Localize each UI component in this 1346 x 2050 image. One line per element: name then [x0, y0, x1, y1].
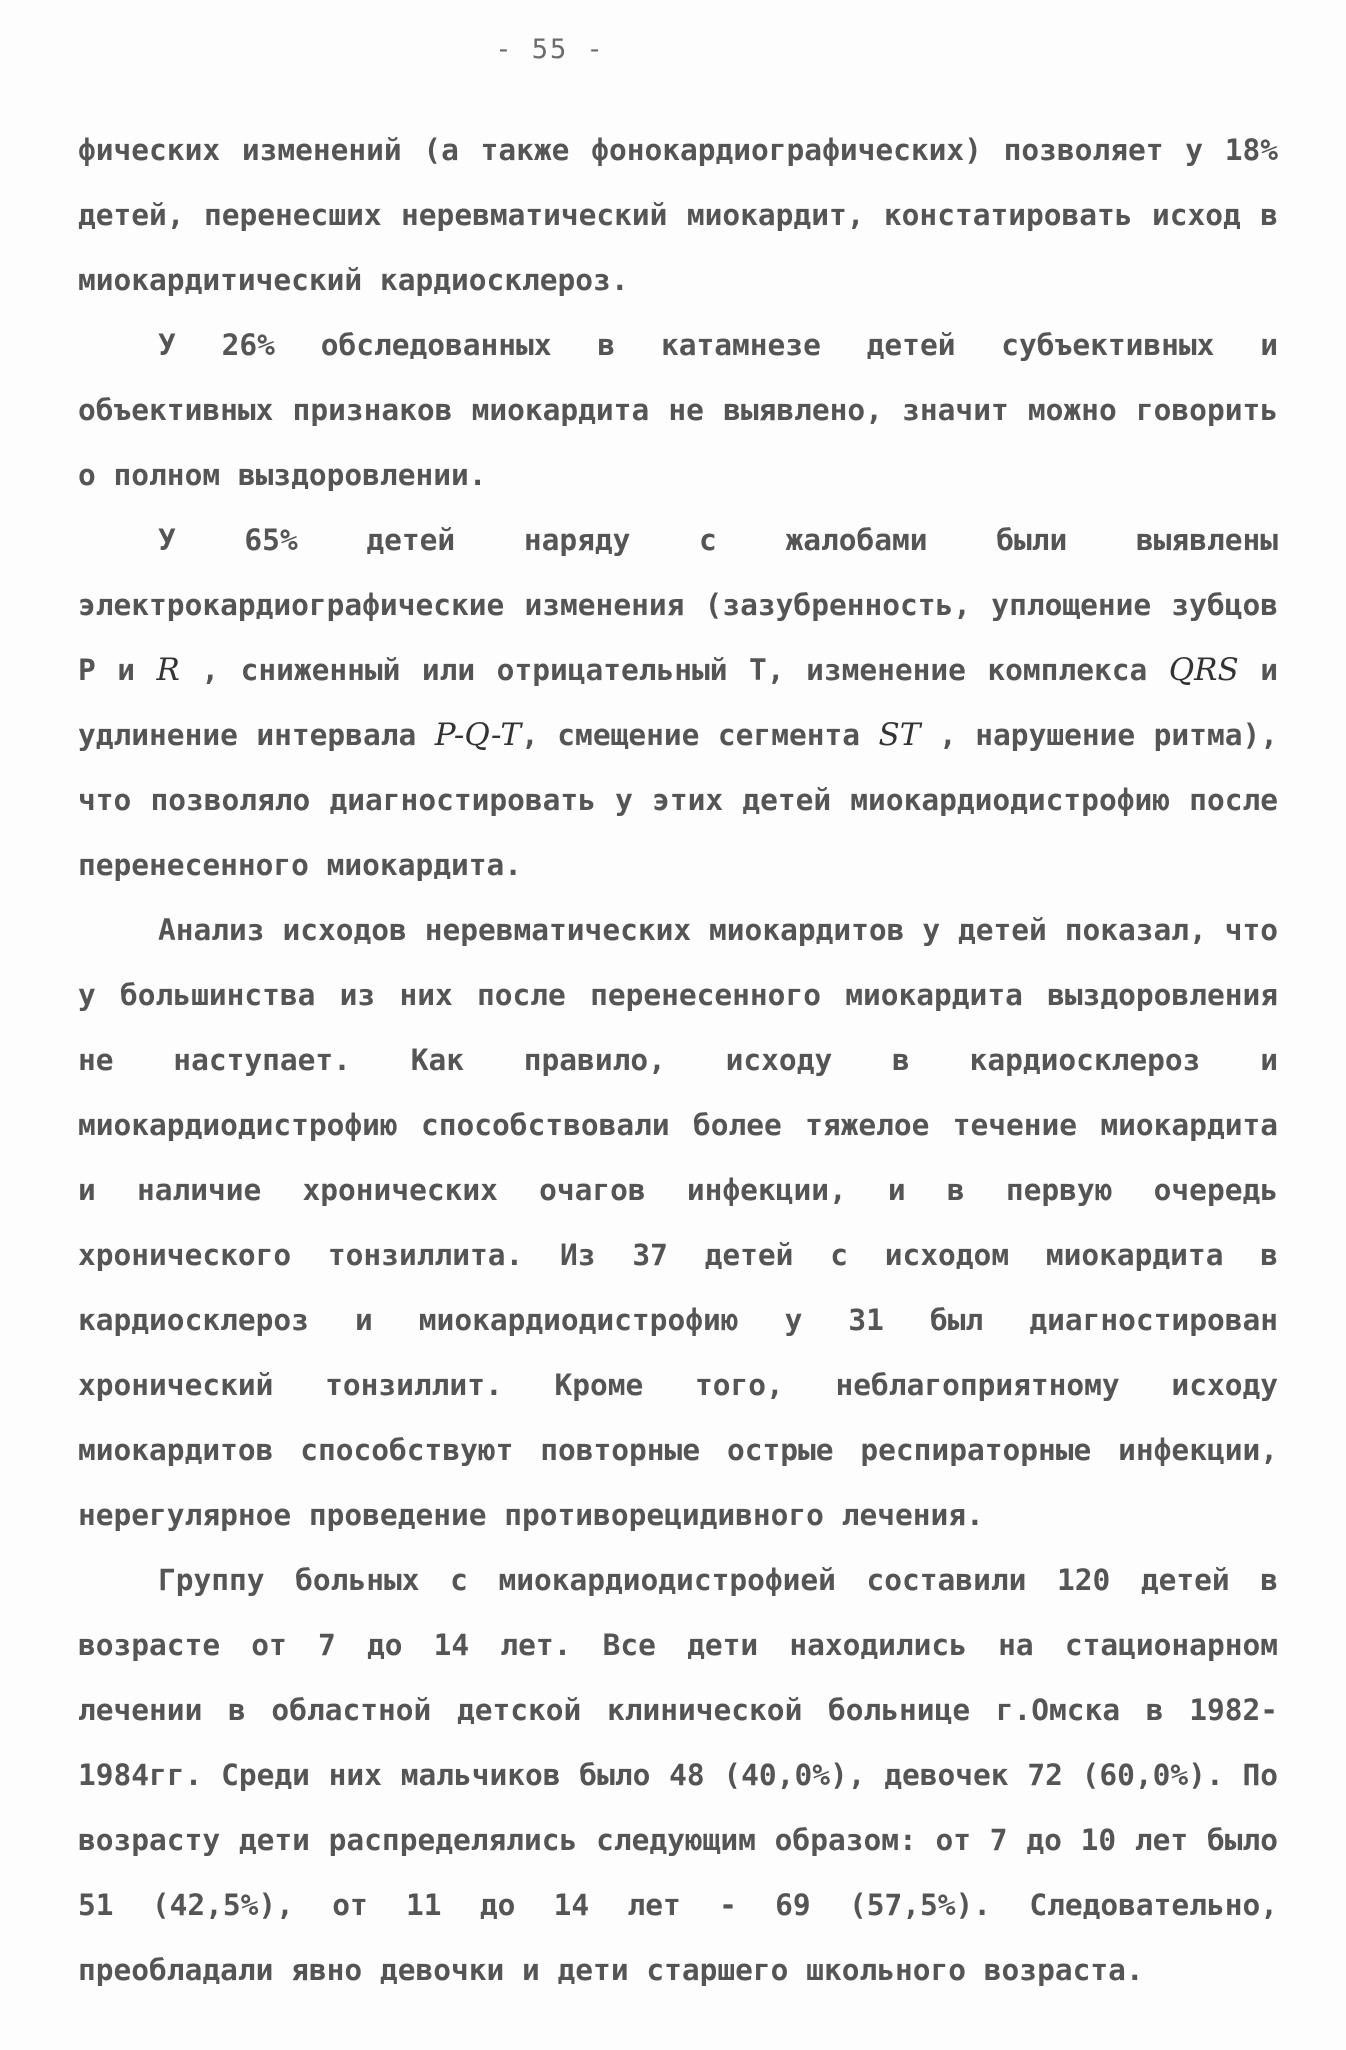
- handwritten-pqt-interval: P-Q-T: [434, 717, 521, 753]
- paragraph-3-text-5: , нарушение ритма), что позволяло диагностировать у этих детей миокардиодистрофию после перенесенного миокардита.: [78, 718, 1278, 882]
- paragraph-4: Анализ исходов неревматических миокардитов у детей показал, что у большинства из них после перенесенного миокардита выздоровления не наступает. Как правило, исходу в кардиосклероз и миокардиодистрофию способствовали более тяжелое течение миокардита и наличие хронических очагов инфекции, и в первую очередь хронического тонзиллита. Из 37 детей с исходом миокардита в кардиосклероз и миокардиодистрофию у 31 был диагностирован хронический тонзиллит. Кроме того, неблагоприятному исходу миокардитов способствуют повторные острые респираторные инфекции, нерегулярное проведение противорецидивного лечения.: [78, 913, 1278, 1532]
- paragraph-3: [78, 508, 1278, 898]
- paragraph-5: Группу больных с миокардиодистрофией составили 120 детей в возрасте от 7 до 14 лет. Все дети находились на стационарном лечении в областной детской клинической больнице г.Омска в 1982-1984гг. Среди них мальчиков было 48 (40,0%), девочек 72 (60,0%). По возрасту дети распределялись следующим образом: от 7 до 10 лет было 51 (42,5%), от 11 до 14 лет - 69 (57,5%). Следовательно, преобладали явно девочки и дети старшего школьного возраста.: [78, 1563, 1278, 1987]
- paragraph-1: фических изменений (а также фонокардиографических) позволяет у 18% детей, перенесших неревматический миокардит, констатировать исход в миокардитический кардиосклероз.: [78, 133, 1278, 297]
- handwritten-qrs: QRS: [1168, 652, 1239, 688]
- handwritten-st-segment: ST: [878, 717, 921, 753]
- document-body: [78, 118, 1278, 2003]
- handwritten-r-wave: R: [156, 652, 180, 688]
- paragraph-2: У 26% обследованных в катамнезе детей субъективных и объективных признаков миокардита не выявлено, значит можно говорить о полном выздоровлении.: [78, 328, 1278, 492]
- paragraph-3-text-1: У 65% детей наряду с жалобами были выявлены электрокардиографические изменения (зазубренность, уплощение зубцов Р и: [78, 523, 1278, 687]
- paragraph-3-text-3: и удлинение интервала: [78, 653, 1278, 752]
- page-number: - 55 -: [495, 34, 605, 65]
- paragraph-3-text-4: , смещение сегмента: [521, 718, 879, 752]
- paragraph-3-text-2: , сниженный или отрицательный Т, изменение комплекса: [179, 653, 1169, 687]
